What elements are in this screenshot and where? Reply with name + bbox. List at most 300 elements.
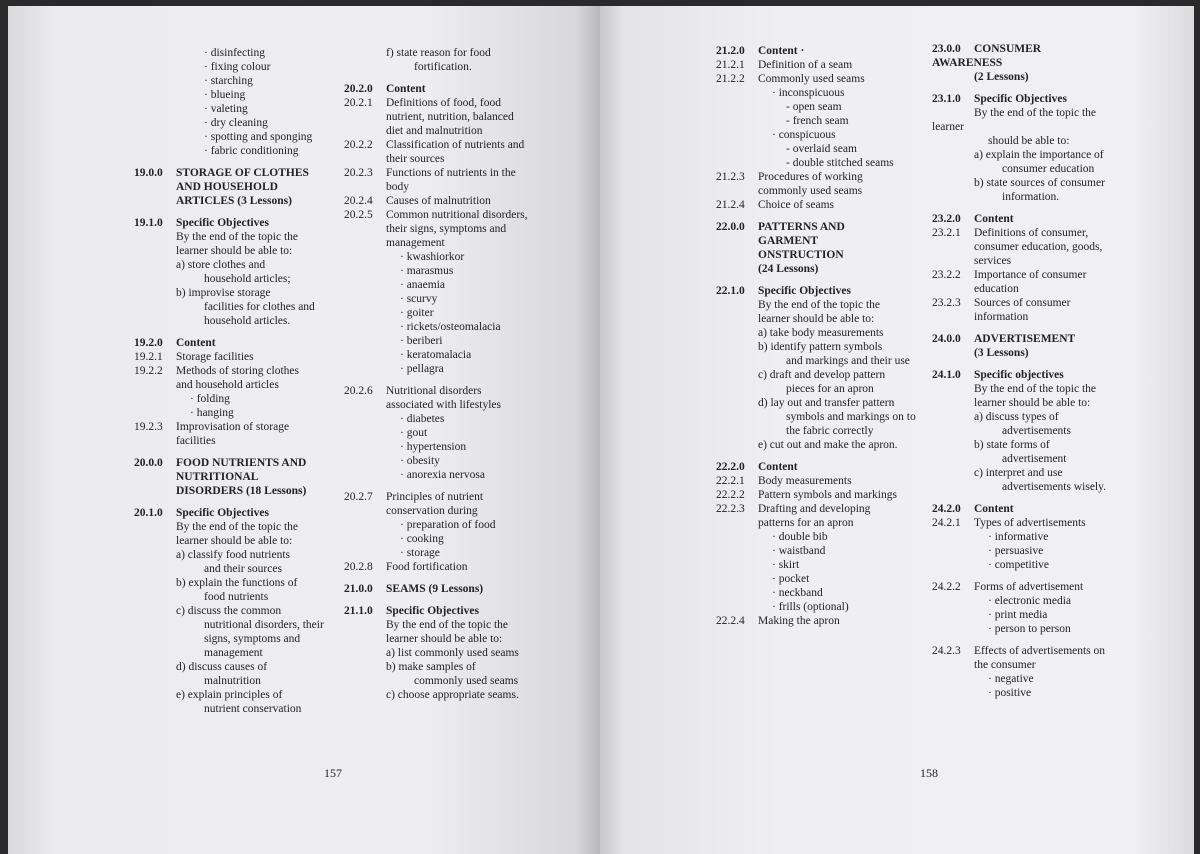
text-line (932, 594, 1172, 608)
section-number: 23.2.2 (932, 269, 961, 281)
line-text: learner should be able to: (176, 535, 293, 547)
text-line (932, 438, 1172, 452)
section-number: 19.0.0 (134, 167, 163, 179)
line-text: Drafting and developing (758, 503, 871, 515)
text-line (344, 518, 574, 532)
line-text: commonly used seams (758, 185, 863, 197)
line-text: Common nutritional disorders, (386, 209, 528, 221)
text-line (932, 466, 1172, 480)
section-number: 22.2.4 (716, 615, 745, 627)
section-number: 19.2.1 (134, 351, 163, 363)
text-line (134, 378, 344, 392)
text-line (344, 632, 574, 646)
spacer (932, 494, 1172, 502)
text-line (134, 272, 344, 286)
text-line (716, 424, 928, 438)
line-text: · print media (988, 609, 1048, 621)
line-text: - double stitched seams (786, 157, 894, 169)
text-line (932, 480, 1172, 494)
line-text: nutritional disorders, their (204, 619, 324, 631)
line-text: Classification of nutrients and (386, 139, 525, 151)
text-line (134, 674, 344, 688)
spacer (134, 448, 344, 456)
section-line (716, 170, 928, 184)
text-line (134, 102, 344, 116)
line-text: a) explain the importance of (974, 149, 1104, 161)
left-column-2 (344, 46, 574, 702)
line-text: Content (974, 503, 1014, 515)
section-line (344, 208, 574, 222)
line-text: NUTRITIONAL (176, 471, 259, 483)
section-line (932, 212, 1172, 226)
text-line (932, 254, 1172, 268)
line-text: · obesity (400, 455, 440, 467)
text-line (134, 244, 344, 258)
section-number: 23.2.1 (932, 227, 961, 239)
line-text: services (974, 255, 1012, 267)
line-text: · hanging (190, 407, 234, 419)
text-line (716, 368, 928, 382)
line-text: pieces for an apron (786, 383, 874, 395)
section-number: 22.2.1 (716, 475, 745, 487)
line-text: malnutrition (204, 675, 261, 687)
line-text: · beriberi (400, 335, 443, 347)
section-line (134, 216, 344, 230)
text-line (344, 46, 574, 60)
section-line (716, 502, 928, 516)
section-line (932, 502, 1172, 516)
line-text: ARTICLES (3 Lessons) (176, 195, 292, 207)
section-line (134, 166, 344, 180)
spacer (134, 208, 344, 216)
line-text: c) discuss the common (176, 605, 282, 617)
page-number: 158 (920, 766, 938, 780)
line-text: Principles of nutrient (386, 491, 484, 503)
section-number: 21.1.0 (344, 605, 373, 617)
spacer (134, 328, 344, 336)
line-text: Content · (758, 45, 805, 57)
text-line (344, 264, 574, 278)
line-text: management (204, 647, 263, 659)
section-line (932, 296, 1172, 310)
section-number: 24.2.0 (932, 503, 961, 515)
line-text: ADVERTISEMENT (974, 333, 1076, 345)
line-text: Types of advertisements (974, 517, 1086, 529)
section-number: 21.2.2 (716, 73, 745, 85)
text-line (344, 426, 574, 440)
line-text: · neckband (772, 587, 823, 599)
text-line (932, 240, 1172, 254)
text-line (134, 180, 344, 194)
line-text: GARMENT (758, 235, 819, 247)
section-number: 20.2.7 (344, 491, 373, 503)
line-text: · diabetes (400, 413, 445, 425)
text-line (134, 230, 344, 244)
spacer (716, 212, 928, 220)
line-text: Functions of nutrients in the (386, 167, 516, 179)
section-line (932, 368, 1172, 382)
line-text: Specific objectives (974, 369, 1064, 381)
text-line (932, 658, 1172, 672)
spacer (344, 74, 574, 82)
line-text: · fixing colour (204, 61, 271, 73)
line-text: symbols and markings on to (786, 411, 916, 423)
text-line (716, 586, 928, 600)
line-text: a) list commonly used seams (386, 647, 519, 659)
line-text: and markings and their use (786, 355, 910, 367)
line-text: · preparation of food (400, 519, 496, 531)
line-text: Definitions of consumer, (974, 227, 1089, 239)
line-text: · disinfecting (204, 47, 265, 59)
line-text: · informative (988, 531, 1049, 543)
text-line (716, 410, 928, 424)
spacer (932, 84, 1172, 92)
section-number: 24.0.0 (932, 333, 961, 345)
text-line (344, 124, 574, 138)
text-line (932, 608, 1172, 622)
section-line (716, 284, 928, 298)
text-line (344, 320, 574, 334)
text-line (932, 672, 1172, 686)
line-text: commonly used seams (414, 675, 519, 687)
text-line (932, 544, 1172, 558)
line-text: should be able to: (988, 135, 1070, 147)
line-text: · positive (988, 687, 1032, 699)
line-text: · electronic media (988, 595, 1072, 607)
text-line (134, 286, 344, 300)
text-line (932, 424, 1172, 438)
section-line (716, 220, 928, 234)
line-text: FOOD NUTRIENTS AND (176, 457, 307, 469)
section-number: 23.2.3 (932, 297, 961, 309)
spacer (134, 158, 344, 166)
section-number: 20.2.8 (344, 561, 373, 573)
line-text: household articles. (204, 315, 291, 327)
text-line (716, 184, 928, 198)
line-text: Improvisation of storage (176, 421, 290, 433)
spacer (932, 572, 1172, 580)
section-line (344, 604, 574, 618)
spacer (932, 324, 1172, 332)
text-line (134, 576, 344, 590)
line-text: b) explain the functions of (176, 577, 298, 589)
line-text: nutrient conservation (204, 703, 302, 715)
section-line (716, 198, 928, 212)
text-line (344, 152, 574, 166)
line-text: · negative (988, 673, 1034, 685)
line-text: conservation during (386, 505, 478, 517)
section-number: 22.0.0 (716, 221, 745, 233)
line-text: Definition of a seam (758, 59, 853, 71)
text-line (932, 558, 1172, 572)
line-text: By the end of the topic the (176, 231, 298, 243)
text-line (716, 114, 928, 128)
line-text: information. (1002, 191, 1060, 203)
left-column-1 (134, 46, 344, 716)
line-text: - overlaid seam (786, 143, 857, 155)
line-text: Making the apron (758, 615, 840, 627)
line-text: b) improvise storage (176, 287, 271, 299)
section-number: 21.2.4 (716, 199, 745, 211)
text-line (134, 88, 344, 102)
line-text: Definitions of food, food (386, 97, 501, 109)
spacer (344, 482, 574, 490)
right-column-1 (716, 44, 928, 628)
line-text: learner should be able to: (386, 633, 503, 645)
line-text: c) choose appropriate seams. (386, 689, 519, 701)
line-text: · pocket (772, 573, 810, 585)
section-line (344, 560, 574, 574)
text-line (134, 702, 344, 716)
line-text: · person to person (988, 623, 1071, 635)
text-line (344, 180, 574, 194)
line-text: By the end of the topic the (974, 107, 1096, 119)
section-number: 21.2.1 (716, 59, 745, 71)
section-number: 24.2.2 (932, 581, 961, 593)
text-line (716, 558, 928, 572)
text-line (716, 234, 928, 248)
line-text: advertisements (1002, 425, 1071, 437)
line-text: d) lay out and transfer pattern (758, 397, 895, 409)
line-text: a) classify food nutrients (176, 549, 291, 561)
line-text: AWARENESS (932, 57, 1003, 69)
text-line (344, 660, 574, 674)
section-number: 20.0.0 (134, 457, 163, 469)
text-line (344, 468, 574, 482)
section-line (344, 96, 574, 110)
line-text: (3 Lessons) (974, 347, 1029, 359)
section-number: 20.2.3 (344, 167, 373, 179)
line-text: · skirt (772, 559, 800, 571)
line-text: learner should be able to: (176, 245, 293, 257)
section-line (932, 92, 1172, 106)
text-line (932, 134, 1172, 148)
line-text: and household articles (176, 379, 279, 391)
section-number: 22.1.0 (716, 285, 745, 297)
line-text: · starching (204, 75, 253, 87)
text-line (716, 516, 928, 530)
text-line (344, 110, 574, 124)
text-line (344, 236, 574, 250)
section-line (932, 268, 1172, 282)
text-line (932, 410, 1172, 424)
text-line (134, 406, 344, 420)
section-line (932, 42, 1172, 56)
line-text: AND HOUSEHOLD (176, 181, 278, 193)
spacer (344, 376, 574, 384)
text-line (932, 452, 1172, 466)
text-line (716, 156, 928, 170)
line-text: By the end of the topic the (974, 383, 1096, 395)
section-line (344, 194, 574, 208)
line-text: nutrient, nutrition, balanced (386, 111, 514, 123)
text-line (716, 438, 928, 452)
text-line (716, 312, 928, 326)
section-line (134, 364, 344, 378)
section-number: 20.2.2 (344, 139, 373, 151)
text-line (716, 544, 928, 558)
line-text: food nutrients (204, 591, 269, 603)
section-line (344, 582, 574, 596)
text-line (134, 392, 344, 406)
line-text: · cooking (400, 533, 444, 545)
section-line (716, 488, 928, 502)
section-line (716, 460, 928, 474)
section-number: 20.2.0 (344, 83, 373, 95)
right-column-2 (932, 42, 1172, 700)
line-text: STORAGE OF CLOTHES (176, 167, 309, 179)
line-text: By the end of the topic the (758, 299, 880, 311)
text-line (134, 548, 344, 562)
text-line (134, 660, 344, 674)
line-text: Effects of advertisements on (974, 645, 1106, 657)
line-text: Specific Objectives (386, 605, 479, 617)
line-text: learner should be able to: (974, 397, 1091, 409)
text-line (932, 106, 1172, 120)
line-text: · valeting (204, 103, 248, 115)
left-page (8, 6, 600, 854)
line-text: Procedures of working (758, 171, 863, 183)
line-text: b) make samples of (386, 661, 476, 673)
text-line (716, 340, 928, 354)
section-number: 22.2.3 (716, 503, 745, 515)
line-text: Specific Objectives (974, 93, 1067, 105)
line-text: c) draft and develop pattern (758, 369, 886, 381)
line-text: · folding (190, 393, 230, 405)
text-line (344, 250, 574, 264)
text-line (716, 396, 928, 410)
text-line (344, 532, 574, 546)
line-text: Specific Objectives (176, 507, 269, 519)
spacer (134, 498, 344, 506)
text-line (344, 412, 574, 426)
line-text: d) discuss causes of (176, 661, 268, 673)
section-number: 20.2.1 (344, 97, 373, 109)
line-text: ONSTRUCTION (758, 249, 844, 261)
line-text: - open seam (786, 101, 842, 113)
line-text: · goiter (400, 307, 434, 319)
line-text: a) discuss types of (974, 411, 1059, 423)
text-line (134, 74, 344, 88)
text-line (134, 534, 344, 548)
line-text: household articles; (204, 273, 291, 285)
line-text: Nutritional disorders (386, 385, 482, 397)
text-line (134, 470, 344, 484)
line-text: By the end of the topic the (386, 619, 508, 631)
section-line (716, 614, 928, 628)
line-text: facilities (176, 435, 216, 447)
line-text: b) identify pattern symbols (758, 341, 883, 353)
line-text: a) store clothes and (176, 259, 266, 271)
spacer (932, 636, 1172, 644)
line-text: their sources (386, 153, 445, 165)
line-text: learner (932, 121, 964, 133)
line-text: Specific Objectives (758, 285, 851, 297)
line-text: · double bib (772, 531, 828, 543)
text-line (344, 440, 574, 454)
line-text: · spotting and sponging (204, 131, 313, 143)
line-text: · gout (400, 427, 428, 439)
text-line (344, 504, 574, 518)
text-line (134, 434, 344, 448)
line-text: Commonly used seams (758, 73, 865, 85)
line-text: Sources of consumer (974, 297, 1071, 309)
section-number: 23.2.0 (932, 213, 961, 225)
spacer (716, 276, 928, 284)
spacer (344, 574, 574, 582)
text-line (134, 300, 344, 314)
line-text: Methods of storing clothes (176, 365, 299, 377)
text-line (134, 46, 344, 60)
text-line (932, 622, 1172, 636)
text-line (932, 148, 1172, 162)
text-line (716, 326, 928, 340)
line-text: · scurvy (400, 293, 438, 305)
line-text: advertisement (1002, 453, 1067, 465)
section-number: 24.1.0 (932, 369, 961, 381)
text-line (344, 646, 574, 660)
text-line (134, 130, 344, 144)
section-line (932, 226, 1172, 240)
section-line (134, 420, 344, 434)
line-text: f) state reason for food (386, 47, 491, 59)
text-line (344, 674, 574, 688)
line-text: signs, symptoms and (204, 633, 301, 645)
section-line (134, 456, 344, 470)
line-text: · pellagra (400, 363, 444, 375)
text-line (716, 382, 928, 396)
line-text: · conspicuous (772, 129, 836, 141)
text-line (932, 530, 1172, 544)
line-text: Causes of malnutrition (386, 195, 491, 207)
text-line (344, 334, 574, 348)
line-text: e) cut out and make the apron. (758, 439, 898, 451)
section-number: 22.2.0 (716, 461, 745, 473)
line-text: - french seam (786, 115, 849, 127)
text-line (716, 248, 928, 262)
line-text: By the end of the topic the (176, 521, 298, 533)
line-text: diet and malnutrition (386, 125, 483, 137)
line-text: · dry cleaning (204, 117, 268, 129)
section-line (344, 138, 574, 152)
line-text: the fabric correctly (786, 425, 874, 437)
line-text: · persuasive (988, 545, 1044, 557)
line-text: · frills (optional) (772, 601, 849, 613)
text-line (716, 262, 928, 276)
text-line (344, 618, 574, 632)
text-line (716, 142, 928, 156)
text-line (932, 282, 1172, 296)
line-text: PATTERNS AND (758, 221, 845, 233)
section-line (716, 72, 928, 86)
text-line (932, 310, 1172, 324)
text-line (134, 484, 344, 498)
section-line (134, 506, 344, 520)
section-number: 19.1.0 (134, 217, 163, 229)
line-text: SEAMS (9 Lessons) (386, 583, 484, 595)
text-line (716, 530, 928, 544)
text-line (344, 306, 574, 320)
line-text: education (974, 283, 1019, 295)
section-line (932, 332, 1172, 346)
text-line (932, 346, 1172, 360)
text-line (134, 60, 344, 74)
section-line (932, 516, 1172, 530)
line-text: advertisements wisely. (1002, 481, 1107, 493)
text-line (134, 562, 344, 576)
line-text: management (386, 237, 445, 249)
line-text: information (974, 311, 1029, 323)
